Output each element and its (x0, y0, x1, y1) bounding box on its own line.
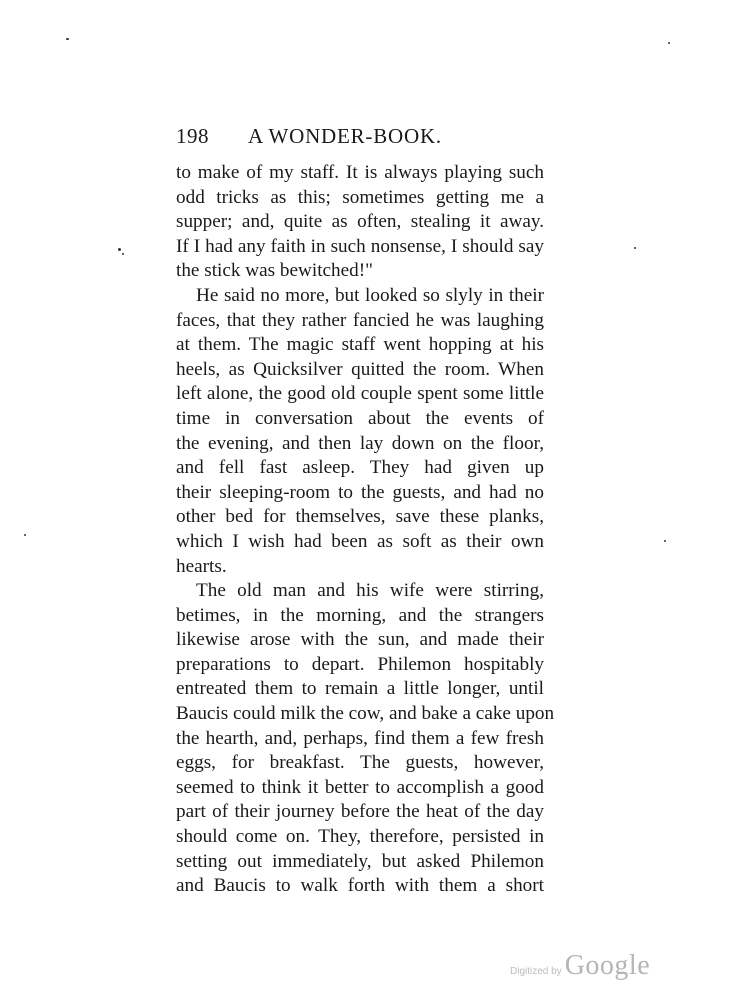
text-line: time in conversation about the events of (176, 407, 544, 429)
text-line: seemed to think it better to accomplish a good (176, 776, 544, 798)
text-line: left alone, the good old couple spent some little (176, 383, 544, 405)
text-line: and fell fast asleep. They had given up (176, 457, 544, 479)
scan-speck (66, 38, 69, 40)
text-line: supper; and, quite as often, stealing it away. (176, 211, 544, 233)
scan-speck (118, 248, 121, 251)
text-line: eggs, for breakfast. The guests, however, (176, 752, 544, 774)
text-line: setting out immediately, but asked Philemon (176, 850, 544, 872)
text-line: preparations to depart. Philemon hospitably (176, 653, 544, 675)
text-line: which I wish had been as soft as their own (176, 530, 544, 552)
text-line: likewise arose with the sun, and made their (176, 629, 544, 651)
text-line: If I had any faith in such nonsense, I should say (176, 235, 544, 257)
text-line: odd tricks as this; sometimes getting me a (176, 186, 544, 208)
text-line: their sleeping-room to the guests, and had no (176, 481, 544, 503)
running-header (176, 124, 556, 154)
text-line: faces, that they rather fancied he was laughing (176, 309, 544, 331)
text-line: at them. The magic staff went hopping at his (176, 334, 544, 356)
scan-speck (668, 42, 670, 44)
text-line: the evening, and then lay down on the floor, (176, 432, 544, 454)
text-line: hearts. (176, 555, 227, 577)
page-number: 198 (176, 124, 209, 148)
text-line: the stick was bewitched!" (176, 260, 373, 282)
scan-speck (634, 247, 636, 249)
text-line: part of their journey before the heat of the day (176, 801, 544, 823)
paragraph-start-line: The old man and his wife were stirring, (196, 580, 544, 602)
google-logo: Google (564, 950, 651, 981)
scan-speck (24, 534, 26, 536)
body-text (176, 161, 555, 899)
text-line: heels, as Quicksilver quitted the room. When (176, 358, 544, 380)
text-line: and Baucis to walk forth with them a short (176, 875, 544, 897)
running-title: A WONDER-BOOK. (248, 124, 442, 148)
digitized-by-label: Digitized by (510, 966, 562, 977)
digitized-by-google-watermark (510, 950, 650, 982)
text-line: to make of my staff. It is always playing such (176, 162, 544, 183)
paragraph-start-line: He said no more, but looked so slyly in their (196, 284, 544, 306)
text-line: betimes, in the morning, and the strangers (176, 604, 544, 626)
text-line: the hearth, and, perhaps, find them a few fresh (176, 727, 544, 749)
scan-speck (664, 540, 666, 542)
text-line: Baucis could milk the cow, and bake a cake upon (176, 703, 555, 725)
text-line: should come on. They, therefore, persisted in (176, 826, 544, 848)
text-line: other bed for themselves, save these planks, (176, 506, 544, 528)
scan-speck (122, 253, 124, 255)
text-line: entreated them to remain a little longer, until (176, 678, 544, 700)
